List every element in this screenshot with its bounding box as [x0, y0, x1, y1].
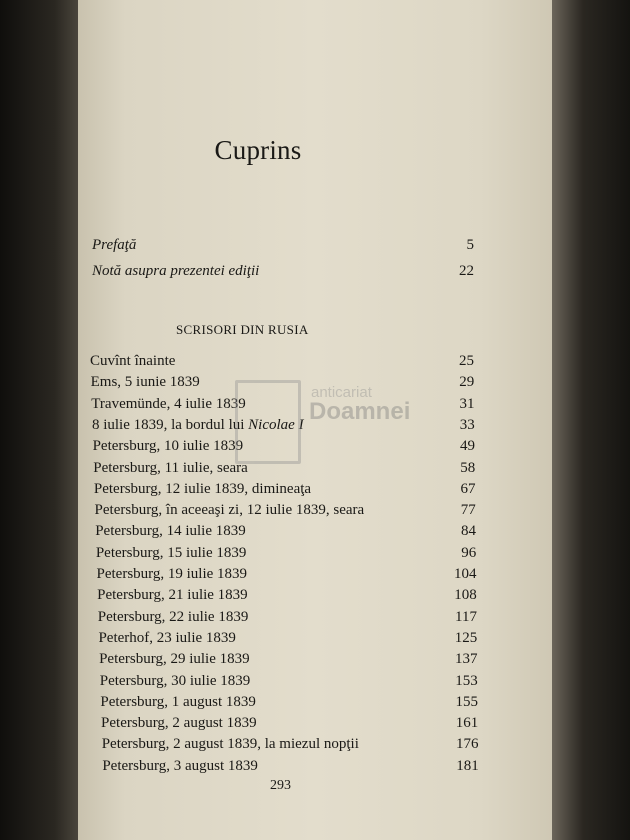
toc-entry-label — [95, 501, 365, 519]
toc-page-number: 96 — [461, 544, 477, 561]
toc-entry-text: Cuvînt înainte — [90, 353, 176, 369]
toc-entry-text: Petersburg, 29 iulie 1839 — [99, 651, 250, 668]
toc-page-number: 161 — [455, 715, 479, 732]
toc-entry-label — [91, 395, 245, 413]
watermark-main-text: Doamnei — [309, 398, 411, 425]
toc-entry-text: Petersburg, 15 iulie 1839 — [95, 544, 247, 561]
toc-entry-label — [97, 565, 248, 583]
toc-page-number: 153 — [455, 672, 478, 689]
page-title: Cuprins — [214, 135, 302, 165]
toc-entry-text: Petersburg, în aceeaşi zi, 12 iulie 1839, seara — [94, 502, 365, 519]
toc-page-number: 155 — [455, 693, 478, 710]
toc-entry-label — [91, 373, 200, 391]
book-gutter-shadow — [0, 0, 78, 840]
toc-entry-text: Ems, 5 iunie 1839 — [90, 374, 200, 391]
toc-entry-label — [102, 757, 258, 775]
toc-entry-label — [101, 714, 257, 732]
toc-page-number: 125 — [454, 629, 478, 646]
toc-entry-row — [99, 650, 477, 668]
toc-entry-row — [92, 416, 475, 434]
toc-entry-text: Petersburg, 2 august 1839 — [101, 715, 257, 732]
toc-entry-text: Petersburg, 2 august 1839, la miezul nopţii — [101, 736, 359, 753]
toc-page-number: 176 — [455, 736, 479, 753]
toc-entry-text: Petersburg, 10 iulie 1839 — [92, 438, 244, 455]
toc-entry-text: 8 iulie 1839, la bordul lui — [91, 416, 245, 433]
toc-page-number: 49 — [459, 438, 475, 455]
toc-entry-text: Petersburg, 19 iulie 1839 — [96, 566, 248, 582]
toc-entry-label — [94, 480, 311, 498]
toc-entry-label — [95, 522, 246, 540]
toc-entry-text: Petersburg, 22 iulie 1839 — [97, 608, 249, 625]
toc-entry-row — [100, 672, 478, 690]
toc-entry-row — [102, 757, 478, 775]
toc-entry-row — [96, 544, 476, 562]
toc-entry-label — [93, 459, 248, 477]
toc-entry-row — [91, 395, 474, 413]
toc-entry-row — [98, 629, 477, 647]
toc-page-number: 84 — [460, 523, 476, 540]
toc-entry-label: Notă asupra prezentei ediţii — [92, 263, 260, 279]
book-edge-shadow — [552, 0, 630, 840]
toc-entry-label — [96, 544, 247, 562]
toc-entry-row — [98, 608, 477, 626]
toc-entry-row — [95, 522, 476, 540]
toc-entry-row — [90, 352, 474, 370]
toc-page-number: 181 — [456, 757, 479, 774]
toc-entry-row — [97, 565, 477, 583]
toc-entry-text: Petersburg, 3 august 1839 — [102, 757, 258, 774]
toc-page-number: 25 — [459, 353, 474, 369]
toc-entry-row — [93, 437, 475, 455]
toc-entry-text: Petersburg, 14 iulie 1839 — [95, 523, 246, 540]
toc-entry-row — [95, 501, 476, 519]
toc-entry-text: Petersburg, 12 iulie 1839, dimineaţa — [93, 480, 312, 497]
toc-entry-text: Petersburg, 1 august 1839 — [100, 693, 256, 710]
toc-entry-label — [93, 437, 244, 455]
toc-entry-row — [97, 586, 477, 604]
page-number: 293 — [270, 778, 291, 793]
toc-entry-label — [97, 586, 248, 604]
toc-page-number: 29 — [459, 374, 475, 391]
toc-page-number: 58 — [460, 459, 476, 476]
section-heading: SCRISORI DIN RUSIA — [176, 322, 309, 337]
toc-entry-label — [99, 650, 250, 668]
toc-page-number: 5 — [466, 237, 474, 253]
toc-entry-row — [91, 373, 475, 391]
toc-page-number: 22 — [459, 263, 474, 279]
toc-entry-italic-text: Nicolae I — [248, 416, 304, 433]
toc-entry-label — [92, 416, 304, 434]
toc-page-number: 137 — [454, 651, 478, 668]
toc-page-number: 104 — [454, 566, 477, 582]
toc-entry-label — [98, 608, 249, 626]
toc-frontmatter-row — [92, 262, 474, 280]
toc-entry-label — [90, 352, 175, 370]
toc-entry-text: Travemünde, 4 iulie 1839 — [91, 395, 246, 412]
toc-page-number: 117 — [455, 608, 477, 625]
toc-entry-row — [101, 714, 478, 732]
toc-page-number: 77 — [460, 502, 476, 519]
toc-entry-label — [98, 629, 235, 647]
watermark-top-text: anticariat — [311, 384, 372, 401]
toc-entry-label: Prefaţă — [92, 237, 137, 253]
toc-entry-label — [102, 735, 359, 753]
toc-entry-text: Petersburg, 30 iulie 1839 — [99, 672, 251, 689]
toc-entry-row — [94, 480, 476, 498]
toc-entry-text: Petersburg, 11 iulie, seara — [93, 459, 248, 476]
book-page — [78, 0, 552, 840]
toc-entry-text: Petersburg, 21 iulie 1839 — [97, 587, 248, 604]
toc-page-number: 33 — [459, 416, 475, 433]
toc-frontmatter-row — [92, 236, 474, 254]
toc-page-number: 108 — [454, 587, 477, 604]
toc-entry-label — [100, 672, 251, 690]
toc-entry-row — [102, 735, 479, 753]
toc-entry-row — [100, 693, 478, 711]
toc-entry-text: Peterhof, 23 iulie 1839 — [98, 629, 236, 646]
toc-page-number: 31 — [459, 395, 475, 412]
toc-entry-row — [93, 459, 475, 477]
toc-entry-label — [100, 693, 256, 711]
toc-page-number: 67 — [460, 480, 476, 497]
